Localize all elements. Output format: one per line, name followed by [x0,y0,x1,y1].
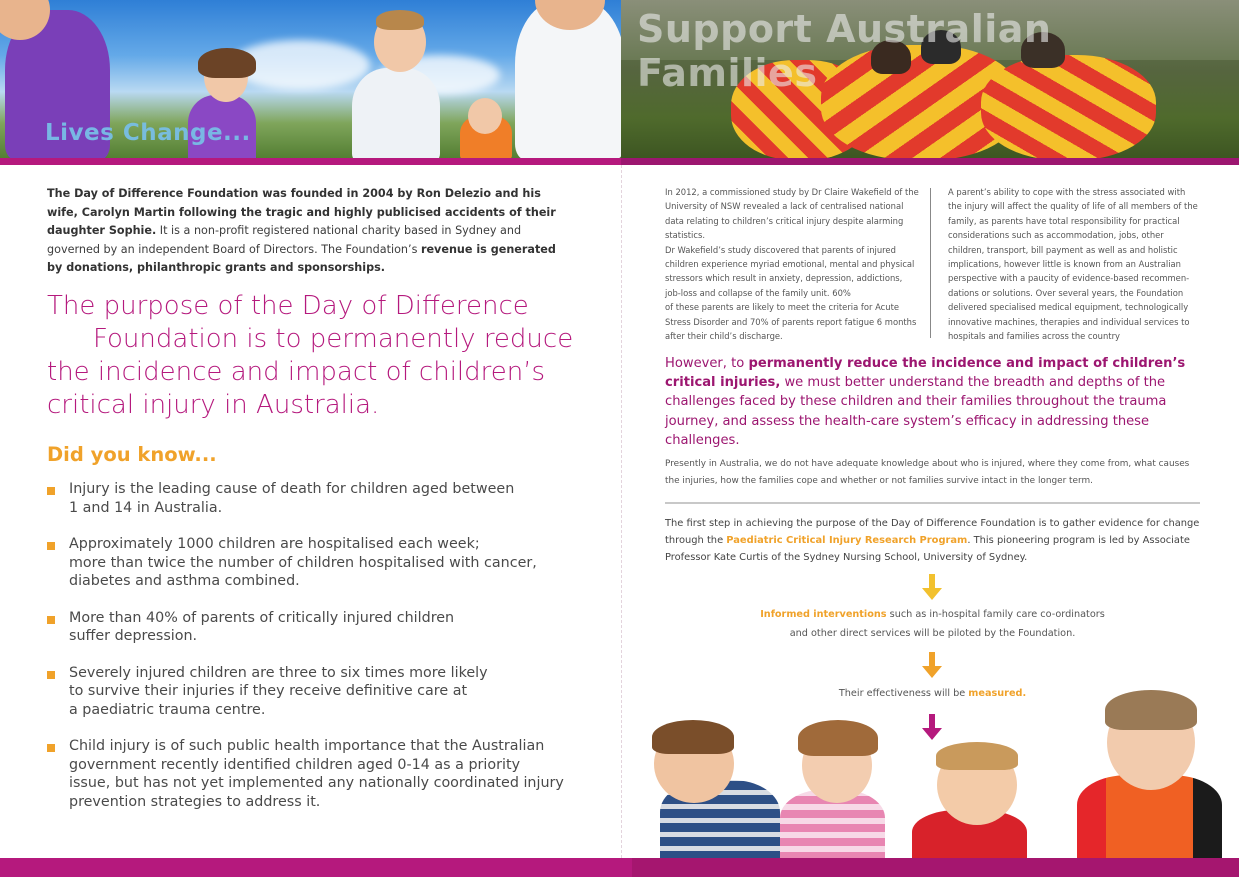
first-step-pre: The first step in achieving the purpose of the Day of Difference Foundation is to gather evidence for change through the [665,518,1200,546]
hero-photo-children-running [0,0,621,158]
footer-accent-bar [0,858,1239,877]
child-hair [798,720,878,756]
list-item: Severely injured children are three to six times more likely to survive their injuries if they receive definitive care at a paediatric trauma centre. [47,664,597,720]
child-hair [1105,690,1197,730]
research-column-right: A parent’s ability to cope with the stress associated with the injury will affect the quality of life of all members of the family, as parents have total responsibility for practical considerations such as accommodation, jobs, other children, transport, bill payment as well as and holistic implications, however little is known from an Australian perspective with a paucity of evidence-based recommen-dations or solutions. Over several years, the Foundation delivered specialised medical equipment, technologically innovative machines, therapies and individual services to hospitals and families across the country [948,187,1198,342]
intro-paragraph [47,185,567,278]
purpose-statement [47,290,592,422]
purpose-line-3: the incidence and impact of children’s [47,357,546,387]
bullet-square-icon [47,542,55,550]
step1-rest: such as in-hospital family care co-ordinators [886,609,1105,620]
step2-bold: measured. [968,688,1027,699]
highlight-pre: However, to [665,356,749,371]
highlight-post: we must better understand the breadth and depths of the challenges faced by these children and their families throughout the trauma journey, and assess the health-care system’s efficacy in addressing these challenges. [665,375,1167,448]
arrow-down-orange-icon [918,650,946,680]
research-program-name: Paediatric Critical Injury Research Program [726,535,968,546]
column-divider [930,188,931,338]
intro-founding-text: The Day of Difference Foundation was founded in 2004 by Ron Delezio and his wife, Carolyn Martin following the tragic and highly publicised accidents of their daughter Sophie. [47,187,556,237]
presently-paragraph: Presently in Australia, we do not have adequate knowledge about who is injured, where they come from, what causes the injuries, how the families cope and whether or not families survive intact in the longer term. [665,459,1190,486]
bullet-square-icon [47,616,55,624]
purpose-line-1: The purpose of the Day of Difference [47,291,529,321]
list-item: Approximately 1000 children are hospitalised each week; more than twice the number of children hospitalised with cancer, diabetes and asthma combined. [47,535,597,591]
bullet-square-icon [47,744,55,752]
research-column-left: In 2012, a commissioned study by Dr Claire Wakefield of the University of NSW revealed a lack of centralised national data relating to children’s critical injury despite alarming statistics. Dr Wakefield’s study discovered that parents of injured children experience myriad emotional, mental and physical stressors which result in anxiety, depression, addictions, job-loss and collapse of the family unit. 60% of these parents are likely to meet the criteria for Acute Stress Disorder and 70% of parents report fatigue 6 months after their child’s discharge. [665,187,919,342]
first-step-post: . This pioneering program is led by Associate Professor Kate Curtis of the Sydney Nursing School, University of Sydney. [665,535,1190,563]
child-hair [936,742,1018,770]
facts-list [47,480,597,829]
hero-title-left: Lives Change... [45,120,251,146]
child-hair [652,720,734,754]
children-photo [622,690,1239,858]
did-you-know-heading: Did you know... [47,443,217,466]
bullet-square-icon [47,671,55,679]
first-step-paragraph [665,515,1205,566]
list-item: Child injury is of such public health importance that the Australian government recently identified children aged 0-14 as a priority issue, but has not yet implemented any nationally coordinated injury prevention strategies to address it. [47,737,597,811]
purpose-line-2: Foundation is to permanently reduce [93,324,574,354]
bullet-square-icon [47,487,55,495]
hero-title-right: Support Australian Families [637,7,1052,95]
intro-charity-text: It is a non-profit registered national charity based in Sydney and governed by an independent Board of Directors. The Foundation’s [47,224,522,256]
intro-revenue-text: revenue is generated by donations, philanthropic grants and sponsorships. [47,242,556,274]
list-item: Injury is the leading cause of death for children aged between 1 and 14 in Australia. [47,480,597,517]
purpose-line-4: critical injury in Australia. [47,390,380,420]
step1-line2: and other direct services will be piloted by the Foundation. [789,628,1076,639]
highlight-bold: permanently reduce the incidence and impact of children’s critical injuries, [665,356,1186,391]
step2-pre: Their effectiveness will be [838,688,969,699]
highlight-statement [665,354,1195,450]
arrow-down-yellow-icon [918,572,946,602]
step1-bold: Informed interventions [760,609,887,620]
step-informed-interventions [665,605,1200,643]
hero-photo-rugby-huddle [621,0,1239,158]
header-accent-bar [0,158,1239,165]
list-item: More than 40% of parents of critically injured children suffer depression. [47,609,597,646]
section-divider [665,502,1200,504]
